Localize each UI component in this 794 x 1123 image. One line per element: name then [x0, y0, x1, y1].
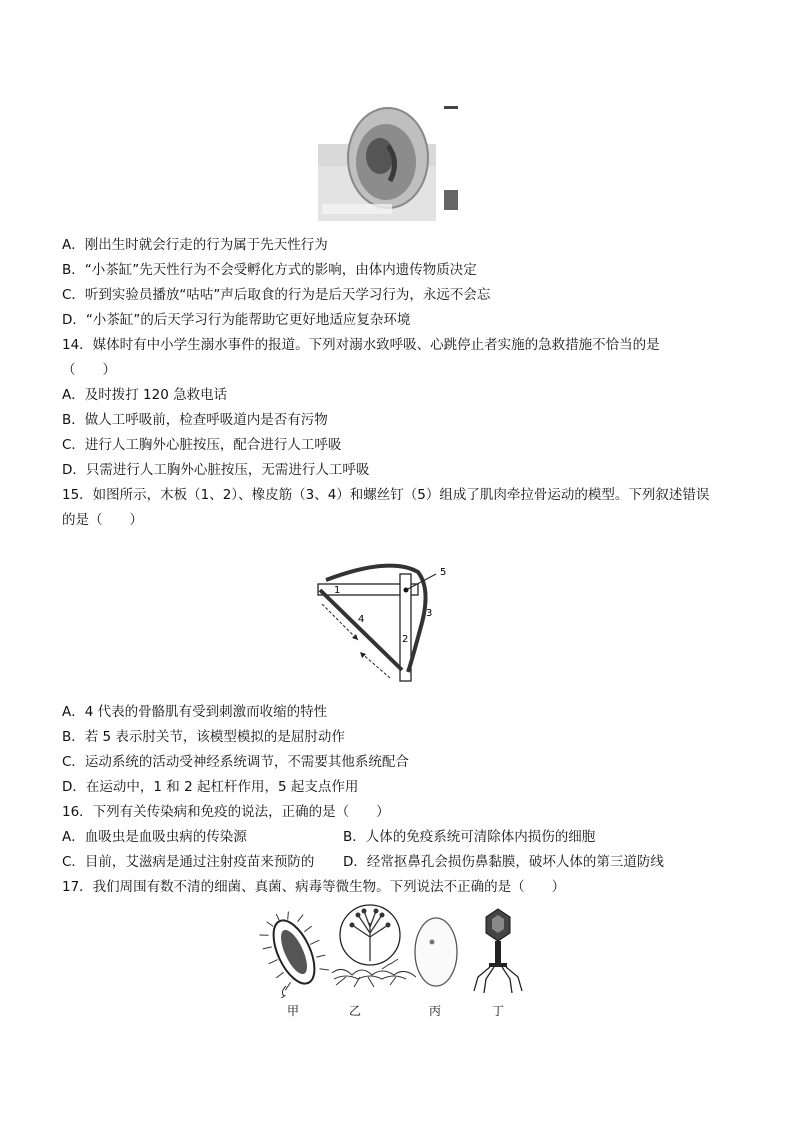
q15-option-c: C．运动系统的活动受神经系统调节，不需要其他系统配合: [62, 754, 409, 770]
q15-stem-line1: 15．如图所示，木板（1、2）、橡皮筋（3、4）和螺丝钉（5）组成了肌肉牵拉骨运动的模型。下列叙述错误: [62, 487, 710, 503]
q13-option-d: D．“小茶缸”的后天学习行为能帮助它更好地适应复杂环境: [62, 312, 411, 328]
figure-label-5: 5: [440, 567, 447, 578]
q13-option-b: B．“小茶缸”先天性行为不会受孵化方式的影响，由体内遗传物质决定: [62, 262, 477, 278]
q14-option-d: D．只需进行人工胸外心脏按压，无需进行人工呼吸: [62, 462, 370, 478]
q15-option-a: A．4 代表的骨骼肌有受到刺激而收缩的特性: [62, 704, 328, 720]
q13-option-c: C．听到实验员播放“咕咕”声后取食的行为是后天学习行为，永远不会忘: [62, 287, 491, 303]
q15-stem-line2: 的是（ ）: [62, 512, 143, 528]
bacterium-figure: [256, 906, 332, 998]
figure-label-1: 1: [334, 585, 341, 596]
q17-stem: 17．我们周围有数不清的细菌、真菌、病毒等微生物。下列说法不正确的是（ ）: [62, 879, 566, 895]
q16-option-d: D．经常抠鼻孔会损伤鼻黏膜，破坏人体的第三道防线: [343, 854, 664, 870]
q14-stem: 14．媒体时有中小学生溺水事件的报道。下列对溺水致呼吸、心跳停止者实施的急救措施不恰当的是: [62, 337, 660, 353]
q15-option-b: B．若 5 表示肘关节，该模型模拟的是屈肘动作: [62, 729, 345, 745]
q14-option-a: A．及时拨打 120 急救电话: [62, 387, 228, 403]
q16-option-c: C．目前，艾滋病是通过注射疫苗来预防的: [62, 854, 315, 870]
egg-photo: [318, 106, 460, 221]
q16-option-b: B．人体的免疫系统可清除体内损伤的细胞: [343, 829, 596, 845]
yeast-cell-figure: [412, 912, 460, 992]
figure-label-3: 3: [426, 608, 433, 619]
figure-caption-jia: 甲: [287, 1004, 300, 1018]
figure-caption-yi: 乙: [349, 1004, 362, 1018]
q16-option-a: A．血吸虫是血吸虫病的传染源: [62, 829, 247, 845]
muscle-bone-model-figure: [300, 560, 470, 690]
bacteriophage-figure: [470, 905, 526, 995]
mold-fungus-figure: [330, 903, 420, 995]
q14-option-b: B．做人工呼吸前，检查呼吸道内是否有污物: [62, 412, 328, 428]
figure-caption-bing: 丙: [429, 1004, 442, 1018]
figure-label-4: 4: [358, 614, 365, 625]
q13-option-a: A．刚出生时就会行走的行为属于先天性行为: [62, 237, 328, 253]
q14-option-c: C．进行人工胸外心脏按压，配合进行人工呼吸: [62, 437, 342, 453]
figure-caption-ding: 丁: [492, 1004, 505, 1018]
q14-answer-blank: （ ）: [62, 362, 116, 378]
q15-option-d: D．在运动中，1 和 2 起杠杆作用，5 起支点作用: [62, 779, 359, 795]
q16-stem: 16．下列有关传染病和免疫的说法，正确的是（ ）: [62, 804, 390, 820]
figure-label-2: 2: [402, 634, 409, 645]
